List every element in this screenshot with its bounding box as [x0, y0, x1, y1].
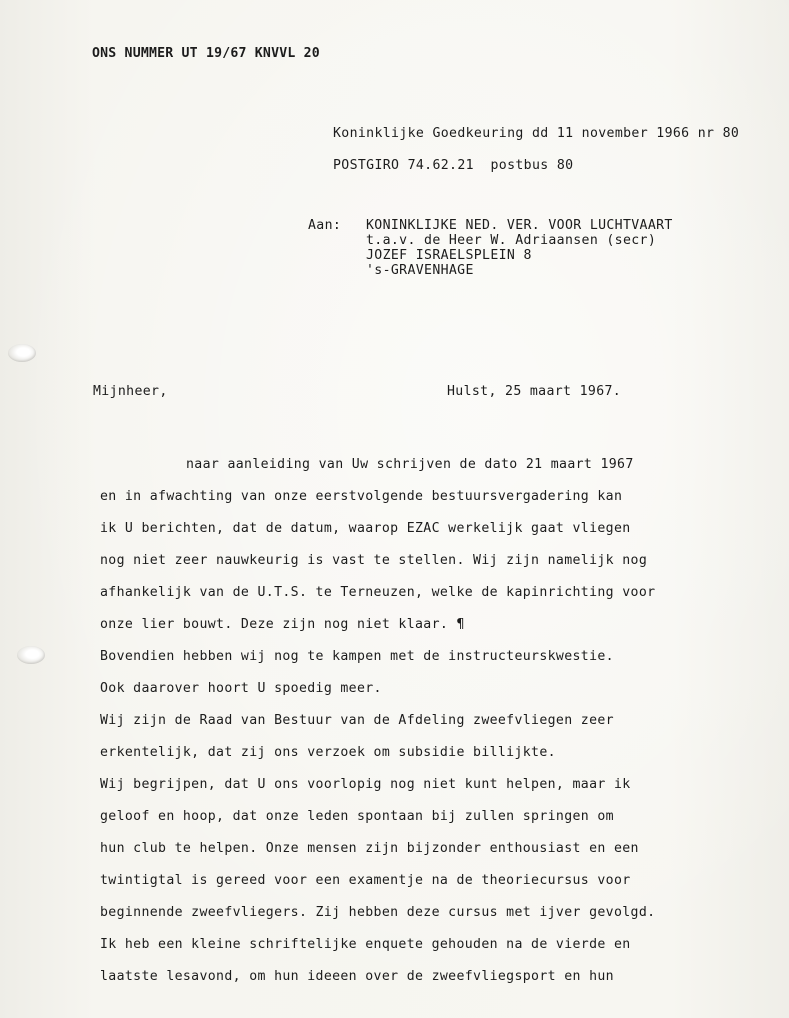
reference-number: ONS NUMMER UT 19/67 KNVVL 20: [92, 46, 320, 61]
body-line: ik U berichten, dat de datum, waarop EZAC werkelijk gaat vliegen: [100, 521, 631, 536]
address-label: Aan:: [308, 218, 342, 233]
salutation: Mijnheer,: [93, 384, 168, 399]
body-line: geloof en hoop, dat onze leden spontaan bij zullen springen om: [100, 809, 614, 824]
body-line: hun club te helpen. Onze mensen zijn bijzonder enthousiast en een: [100, 841, 639, 856]
body-line: Bovendien hebben wij nog te kampen met de instructeurskwestie.: [100, 649, 614, 664]
body-line: Wij zijn de Raad van Bestuur van de Afdeling zweefvliegen zeer: [100, 713, 614, 728]
address-line: t.a.v. de Heer W. Adriaansen (secr): [366, 233, 657, 248]
postgiro-line: POSTGIRO 74.62.21 postbus 80: [333, 158, 574, 173]
body-line: nog niet zeer nauwkeurig is vast te stellen. Wij zijn namelijk nog: [100, 553, 648, 568]
body-line: Ik heb een kleine schriftelijke enquete gehouden na de vierde en: [100, 937, 631, 952]
body-line: onze lier bouwt. Deze zijn nog niet klaar. ¶: [100, 617, 465, 632]
address-line: 's-GRAVENHAGE: [366, 263, 474, 278]
punch-hole: [8, 344, 36, 362]
royal-approval-line: Koninklijke Goedkeuring dd 11 november 1966 nr 80: [333, 126, 740, 141]
body-line: twintigtal is gereed voor een examentje na de theoriecursus voor: [100, 873, 631, 888]
address-line: KONINKLIJKE NED. VER. VOOR LUCHTVAART: [366, 218, 673, 233]
body-line: naar aanleiding van Uw schrijven de dato 21 maart 1967: [186, 457, 634, 472]
body-line: afhankelijk van de U.T.S. te Terneuzen, welke de kapinrichting voor: [100, 585, 656, 600]
body-line: Wij begrijpen, dat U ons voorlopig nog niet kunt helpen, maar ik: [100, 777, 631, 792]
body-line: beginnende zweefvliegers. Zij hebben deze cursus met ijver gevolgd.: [100, 905, 656, 920]
place-date: Hulst, 25 maart 1967.: [447, 384, 622, 399]
punch-hole: [17, 646, 45, 664]
body-line: Ook daarover hoort U spoedig meer.: [100, 681, 382, 696]
body-line: en in afwachting van onze eerstvolgende bestuursvergadering kan: [100, 489, 623, 504]
body-line: erkentelijk, dat zij ons verzoek om subsidie billijkte.: [100, 745, 556, 760]
address-line: JOZEF ISRAELSPLEIN 8: [366, 248, 532, 263]
body-line: laatste lesavond, om hun ideeen over de zweefvliegsport en hun: [100, 969, 614, 984]
